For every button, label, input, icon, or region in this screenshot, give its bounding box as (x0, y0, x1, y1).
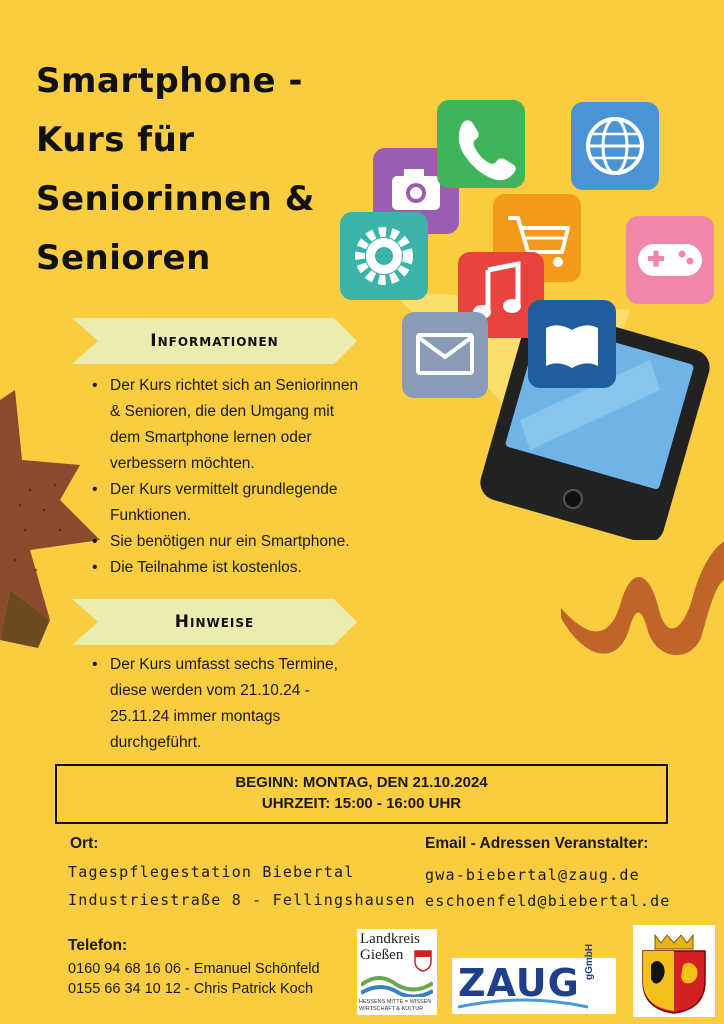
logo-text: ZAUG (458, 961, 580, 1005)
swoosh-icon (458, 998, 588, 1010)
landscape-icon (361, 971, 433, 997)
page-title (36, 52, 366, 288)
list-item (110, 555, 410, 581)
email-label: Email - Adressen Veranstalter: (425, 835, 649, 852)
title-line: Senioren (36, 238, 211, 278)
coat-of-arms-icon (633, 925, 715, 1017)
title-line: Kurs für (36, 120, 195, 160)
hinweise-list (84, 652, 410, 756)
list-item-line: • Der Kurs vermittelt grundlegende (110, 481, 338, 498)
list-item (110, 373, 410, 477)
list-item-line: • Der Kurs umfasst sechs Termine, (110, 656, 338, 673)
decorative-wave (555, 540, 724, 660)
phone-line: 0160 94 68 16 06 - Emanuel Schönfeld (68, 961, 320, 977)
settings-gear-icon (340, 212, 428, 300)
section-header-informationen (72, 318, 357, 364)
list-item-line: • Die Teilnahme ist kostenlos. (110, 559, 302, 576)
logo-tagline: HESSENS MITTE = WISSEN (359, 999, 432, 1005)
location-label: Ort: (70, 835, 99, 852)
list-item (110, 529, 410, 555)
landkreis-giessen-logo (357, 929, 437, 1015)
section-header-hinweise (72, 599, 357, 645)
title-line: Smartphone - (36, 61, 303, 101)
list-item-line: verbessern möchten. (110, 455, 255, 472)
list-item-line: 25.11.24 immer montags (110, 708, 281, 725)
location-line: Tagespflegestation Biebertal (68, 863, 355, 881)
email-address[interactable]: eschoenfeld@biebertal.de (425, 892, 671, 910)
email-address[interactable]: gwa-biebertal@zaug.de (425, 866, 640, 884)
start-time: UHRZEIT: 15:00 - 16:00 UHR (261, 795, 462, 812)
list-item-line: Funktionen. (110, 507, 191, 524)
section-heading: Hinweise (174, 612, 255, 632)
gamepad-icon (626, 216, 714, 304)
info-list (84, 373, 410, 581)
list-item-line: • Sie benötigen nur ein Smartphone. (110, 533, 350, 550)
schedule-box (55, 764, 668, 824)
globe-icon (571, 102, 659, 190)
shield-icon (414, 950, 432, 972)
section-heading: Informationen (150, 331, 279, 351)
mail-icon (402, 312, 488, 398)
logo-tagline: WIRTSCHAFT & KULTUR (359, 1006, 424, 1012)
list-item-line: diese werden vom 21.10.24 - (110, 682, 310, 699)
phone-label: Telefon: (68, 937, 128, 954)
phone-line: 0155 66 34 10 12 - Chris Patrick Koch (68, 981, 314, 997)
list-item-line: durchgeführt. (110, 734, 202, 751)
phone-icon (437, 100, 525, 188)
list-item-line: dem Smartphone lernen oder (110, 429, 312, 446)
zaug-logo (452, 943, 616, 1014)
list-item (110, 477, 410, 529)
location-line: Industriestraße 8 - Fellingshausen (68, 891, 416, 909)
list-item (110, 652, 410, 756)
title-line: Seniorinnen & (36, 179, 315, 219)
logo-text: Gießen (360, 947, 404, 963)
book-icon (528, 300, 616, 388)
list-item-line: & Senioren, die den Umgang mit (110, 403, 335, 420)
logo-text: Landkreis (360, 931, 420, 947)
logo-suffix: gGmbH (584, 943, 595, 980)
list-item-line: • Der Kurs richtet sich an Seniorinnen (110, 377, 359, 394)
start-date: BEGINN: MONTAG, DEN 21.10.2024 (235, 774, 488, 791)
